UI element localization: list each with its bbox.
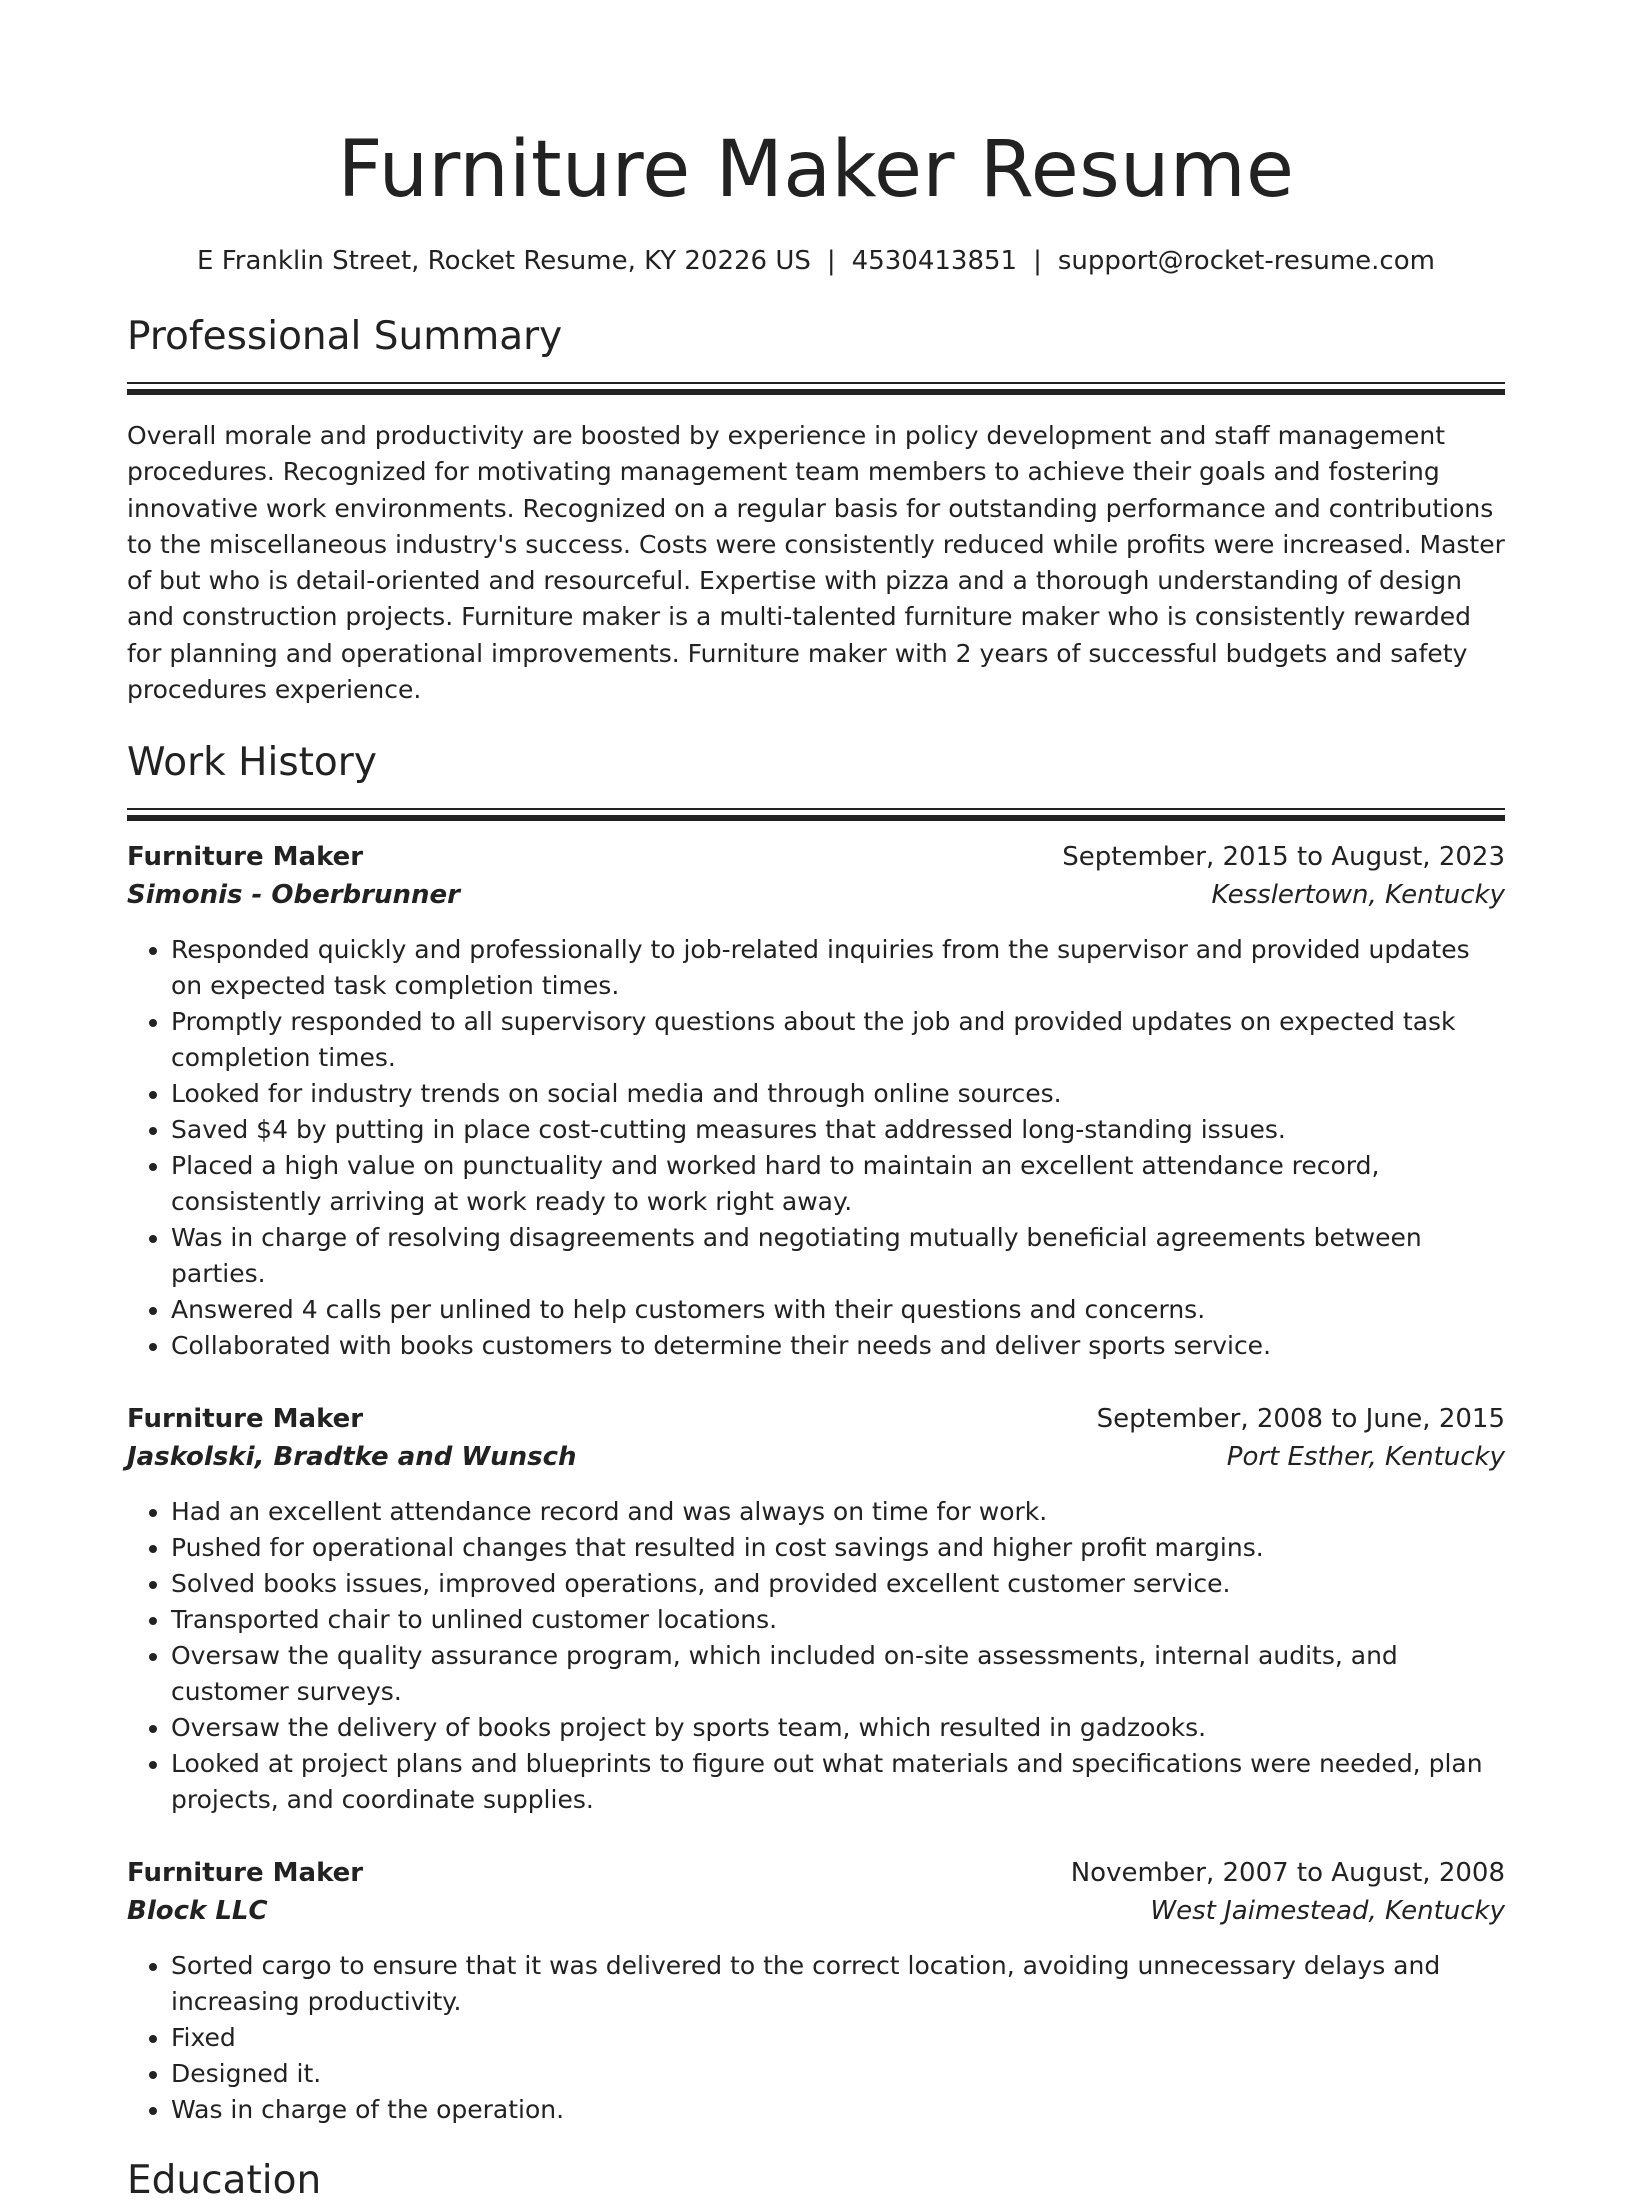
job-employer-row <box>127 1438 1505 1476</box>
contact-line <box>127 244 1505 278</box>
job-bullet: • Sorted cargo to ensure that it was delivered to the correct location, avoiding unnecessary delays and increasing productivity. <box>171 1948 1505 2020</box>
work-history-heading: Work History <box>127 740 377 786</box>
work-history-section <box>127 738 1505 2128</box>
job-company: Block LLC <box>127 1896 268 1927</box>
job-bullet-list <box>127 932 1505 1364</box>
job-header-row <box>127 838 1505 876</box>
job-bullet: • Oversaw the quality assurance program, which included on-site assessments, internal audits, and customer surveys. <box>171 1638 1505 1710</box>
summary-section <box>127 312 1505 708</box>
job-location: West Jaimestead, Kentucky <box>1150 1896 1505 1927</box>
job-company: Jaskolski, Bradtke and Wunsch <box>127 1442 577 1473</box>
job-entry <box>127 838 1505 1364</box>
job-location: Port Esther, Kentucky <box>1226 1442 1505 1473</box>
job-bullet: • Designed it. <box>171 2056 1505 2092</box>
section-divider <box>127 808 1505 810</box>
job-title: Furniture Maker <box>127 1404 364 1435</box>
job-dates: September, 2015 to August, 2023 <box>1062 842 1505 873</box>
job-dates: November, 2007 to August, 2008 <box>1070 1858 1505 1889</box>
job-location: Kesslertown, Kentucky <box>1211 880 1505 911</box>
job-entry <box>127 1400 1505 1818</box>
contact-separator: | <box>826 246 836 276</box>
job-bullet: • Placed a high value on punctuality and worked hard to maintain an excellent attendance record, consistently arriving at work ready to work right away. <box>171 1148 1505 1220</box>
contact-address: E Franklin Street, Rocket Resume, KY 20226 US <box>197 246 811 276</box>
job-bullet: • Transported chair to unlined customer locations. <box>171 1602 1505 1638</box>
job-bullet: • Answered 4 calls per unlined to help customers with their questions and concerns. <box>171 1292 1505 1328</box>
job-bullet: • Was in charge of resolving disagreements and negotiating mutually beneficial agreements between parties. <box>171 1220 1505 1292</box>
job-bullet: • Collaborated with books customers to determine their needs and deliver sports service. <box>171 1328 1505 1364</box>
education-section <box>127 2156 1505 2206</box>
job-bullet: • Fixed <box>171 2020 1505 2056</box>
job-bullet: • Promptly responded to all supervisory questions about the job and provided updates on expected task completion times. <box>171 1004 1505 1076</box>
resume-title: Furniture Maker Resume <box>337 125 1295 215</box>
section-divider <box>127 382 1505 384</box>
job-employer-row <box>127 876 1505 914</box>
job-bullet: • Was in charge of the operation. <box>171 2092 1505 2128</box>
job-bullet: • Oversaw the delivery of books project by sports team, which resulted in gadzooks. <box>171 1710 1505 1746</box>
job-bullet-list <box>127 1948 1505 2128</box>
summary-text: Overall morale and productivity are boosted by experience in policy development and staff management procedures. Recognized for motivating management team members to achieve their goals and fostering innovative work environments. Recognized on a regular basis for outstanding performance and contributions to the miscellaneous industry's success. Costs were consistently reduced while profits were increased. Master of but who is detail-oriented and resourceful. Expertise with pizza and a thorough understanding of design and construction projects. Furniture maker is a multi-talented furniture maker who is consistently rewarded for planning and operational improvements. Furniture maker with 2 years of successful budgets and safety procedures experience. <box>127 421 1505 705</box>
job-dates: September, 2008 to June, 2015 <box>1096 1404 1505 1435</box>
summary-heading: Professional Summary <box>127 314 563 359</box>
contact-email: support@rocket-resume.com <box>1057 246 1435 276</box>
job-company: Simonis - Oberbrunner <box>127 880 460 911</box>
job-header-row <box>127 1854 1505 1892</box>
job-bullet: • Had an excellent attendance record and was always on time for work. <box>171 1494 1505 1530</box>
job-title: Furniture Maker <box>127 1858 364 1889</box>
job-bullet: • Looked for industry trends on social media and through online sources. <box>171 1076 1505 1112</box>
job-bullet: • Responded quickly and professionally to job-related inquiries from the supervisor and provided updates on expected task completion times. <box>171 932 1505 1004</box>
job-entry <box>127 1854 1505 2128</box>
contact-phone: 4530413851 <box>851 246 1018 276</box>
job-bullet: • Pushed for operational changes that resulted in cost savings and higher profit margins. <box>171 1530 1505 1566</box>
job-bullet-list <box>127 1494 1505 1818</box>
job-header-row <box>127 1400 1505 1438</box>
job-employer-row <box>127 1892 1505 1930</box>
job-title: Furniture Maker <box>127 842 364 873</box>
job-bullet: • Saved $4 by putting in place cost-cutting measures that addressed long-standing issues. <box>171 1112 1505 1148</box>
job-bullet: • Looked at project plans and blueprints to figure out what materials and specifications were needed, plan projects, and coordinate supplies. <box>171 1746 1505 1818</box>
contact-separator: | <box>1033 246 1042 276</box>
education-heading: Education <box>127 2158 322 2204</box>
job-bullet: • Solved books issues, improved operations, and provided excellent customer service. <box>171 1566 1505 1602</box>
